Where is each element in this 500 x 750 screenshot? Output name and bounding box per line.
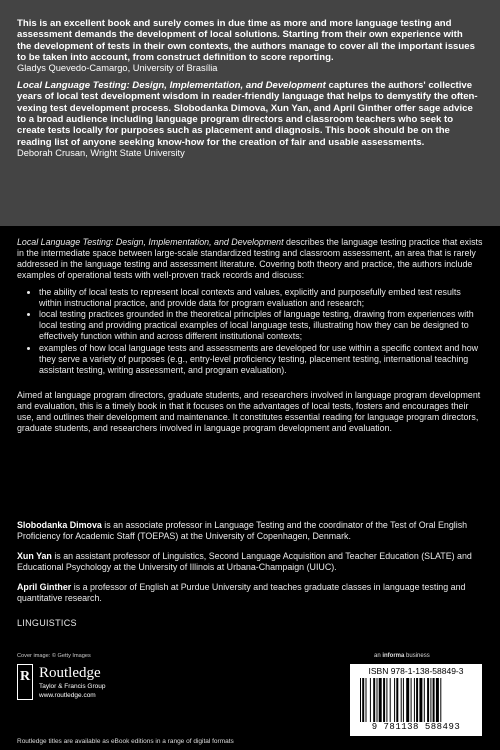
barcode-bar (390, 678, 391, 722)
ebook-note: Routledge titles are available as eBook editions in a range of digital formats (17, 738, 234, 745)
author-bios (17, 520, 485, 612)
author-bio (17, 582, 485, 604)
barcode-icon (360, 678, 472, 722)
praise-quote-1: This is an excellent book and surely comes in due time as more and more language testing and assessment demands the development of local solutions. Starting from their own experience with the development of tests in their own contexts, the authors manage to cover all the important issues to be taken into account, from construct definition to score reporting. (17, 18, 475, 63)
barcode-bar (403, 678, 404, 722)
book-description (17, 237, 485, 434)
barcode-bar (379, 678, 382, 722)
author-name: Slobodanka Dimova (17, 520, 102, 530)
description-audience: Aimed at language program directors, graduate students, and researchers involved in language program development and evaluation, this is a timely book in that it focuses on the advantages of local tests, fosters and encourages their use, and outlines their development and maintenance. It constitutes essential reading for language program directors, graduate students, and researchers involved in language program development and evaluation. (17, 389, 481, 433)
barcode-bar (396, 678, 398, 722)
author-name: April Ginther (17, 581, 72, 592)
barcode-bar (366, 678, 367, 722)
barcode-bar (416, 678, 418, 722)
barcode-bar (394, 678, 395, 722)
praise-attribution-1: Gladys Quevedo-Camargo, University of Brasília (17, 63, 218, 74)
routledge-mark-icon: R (17, 664, 33, 700)
barcode-bar (436, 678, 439, 722)
publisher-logo (17, 664, 157, 704)
barcode-bar (370, 678, 371, 722)
praise-section (17, 18, 479, 165)
author-bio (17, 551, 485, 573)
barcode-bar (427, 678, 429, 722)
author-bio-text: is an associate professor in Language Testing and the coordinator of the Test of Oral English Proficiency for Academic Staff (TOEPAS) at the University of Copenhagen, Denmark. (17, 520, 468, 541)
author-bio-text: is an assistant professor of Linguistics, Second Language Acquisition and Teacher Education (SLATE) and Educational Psychology at the University of Illinois at Urbana-Champaign (UIUC). (17, 550, 472, 572)
barcode-bar (424, 678, 425, 722)
description-intro (17, 237, 485, 281)
cover-credit: Cover image: © Getty Images (17, 653, 91, 659)
informa-brand: informa (382, 653, 405, 659)
informa-tagline: an informa business (374, 653, 430, 659)
author-bio (17, 520, 485, 542)
barcode-block (350, 664, 482, 736)
barcode-bar (414, 678, 415, 722)
description-bullets (17, 287, 485, 376)
publisher-name: Routledge (39, 665, 101, 681)
publisher-group: Taylor & Francis Group (39, 683, 106, 690)
barcode-bar (440, 678, 441, 722)
praise-quote-2-title: Local Language Testing: Design, Implementation, and Development (17, 80, 326, 92)
barcode-bar (433, 678, 435, 722)
description-intro-text: describes the language testing practice that exists in the intermediate space between large-scale standardized testing and classroom assessment, an area that is rarely addressed in the language testing and assessment literature. Covering both theory and practice, the authors include examples of operational tests with well-proven track records and discuss: (17, 237, 483, 280)
isbn-label: ISBN 978-1-138-58849-3 (368, 666, 464, 676)
bullet-item: • examples of how local language tests and assessments are developed for use within a specific context and how they serve a variety of purposes (e.g., entry-level proficiency testing, placement testing, international teaching assistant testing, writing assessment, and program evaluation). (39, 343, 485, 376)
author-bio-text: is a professor of English at Purdue University and teaches graduate classes in language testing and quantitative research. (17, 581, 466, 603)
barcode-bar (362, 678, 364, 722)
barcode-bar (360, 678, 361, 722)
barcode-bar (419, 678, 422, 722)
barcode-bar (411, 678, 412, 722)
praise-attribution-2: Deborah Crusan, Wright State University (17, 147, 185, 158)
description-title: Local Language Testing: Design, Implementation, and Development (17, 237, 284, 247)
praise-quote-2-text: captures the authors' collective years of local test development wisdom in reader-friendly language that helps to demystify the often-vexing test development process. Slobodanka Dimova, Xun Yan, and April Ginther offer sage advice to a broad audience including language program directors and classroom teachers who seek to create tests locally for purposes such as placement and diagnosis. This book should be on the reading list of anyone seeking know-how for the creation of fair and usable assessments. (17, 80, 478, 148)
subject-category: LINGUISTICS (17, 618, 77, 628)
barcode-number: 9 781138 588493 (371, 722, 461, 732)
publisher-url: www.routledge.com (39, 692, 96, 699)
barcode-bar (406, 678, 409, 722)
barcode-bar (386, 678, 387, 722)
praise-quote-2 (17, 80, 479, 148)
barcode-bar (373, 678, 375, 722)
barcode-bar (377, 678, 378, 722)
bullet-item: • local testing practices grounded in the theoretical principles of language testing, drawing from experiences with local testing and providing practical examples of local language tests, illustrating how they can be designed to effectively function within and across different institutional contexts; (39, 309, 485, 342)
barcode-bar (383, 678, 385, 722)
bullet-item: • the ability of local tests to represent local contexts and values, explicitly and purposefully embed test results within instructional practice, and provide data for program evaluation and research; (39, 287, 485, 309)
barcode-bar (430, 678, 431, 722)
author-name: Xun Yan (17, 550, 52, 561)
barcode-bar (401, 678, 402, 722)
